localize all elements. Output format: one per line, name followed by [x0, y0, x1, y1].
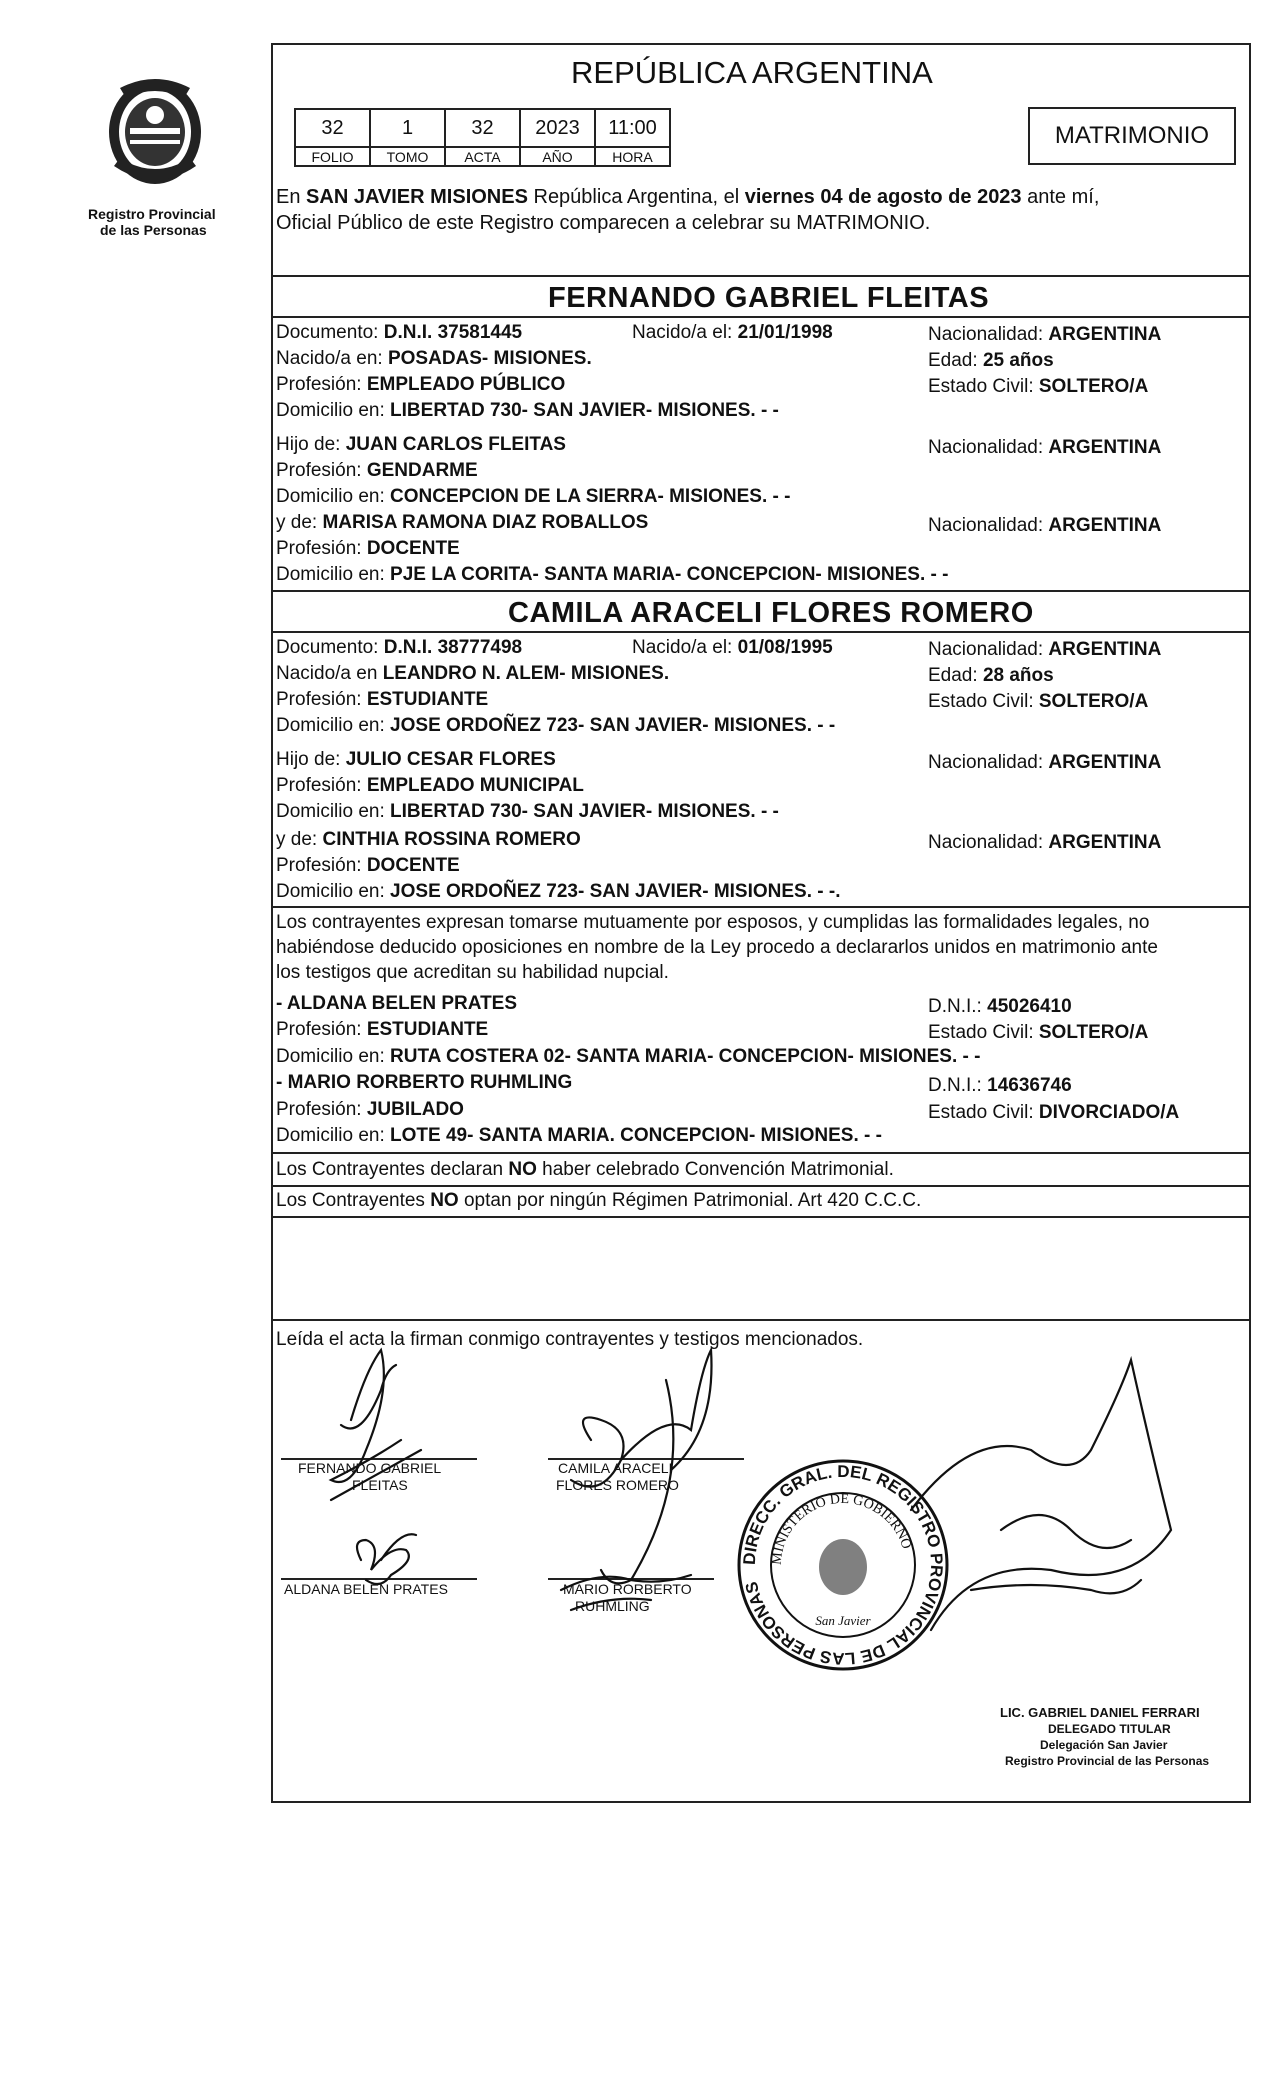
note-regime: Los Contrayentes NO optan por ningún Régimen Patrimonial. Art 420 C.C.C.: [276, 1190, 922, 1211]
witness1-profession: Profesión: ESTUDIANTE: [276, 1019, 489, 1040]
folio-label: FOLIO: [295, 147, 370, 166]
note-convention: Los Contrayentes declaran NO haber celebrado Convención Matrimonial.: [276, 1159, 894, 1180]
spouse1-document: Documento: D.N.I. 37581445: [276, 322, 523, 343]
witness2-address: Domicilio en: LOTE 49- SANTA MARIA. CONCEPCION- MISIONES. - -: [276, 1125, 882, 1146]
witness1-dni: D.N.I.: 45026410: [928, 996, 1072, 1017]
intro-line2: Oficial Público de este Registro comparecen a celebrar su MATRIMONIO.: [276, 212, 931, 234]
register-table: [294, 108, 671, 167]
hora-label: HORA: [595, 147, 670, 166]
spouse1-civil-status: Estado Civil: SOLTERO/A: [928, 376, 1149, 397]
spouse1-birthplace: Nacido/a en: POSADAS- MISIONES.: [276, 348, 592, 369]
signature-label-spouse1-line2: FLEITAS: [352, 1477, 408, 1493]
spouse2-document: Documento: D.N.I. 38777498: [276, 637, 523, 658]
officer-title: DELEGADO TITULAR: [1048, 1722, 1171, 1736]
declaration-line1: Los contrayentes expresan tomarse mutuamente por esposos, y cumplidas las formalidades legales, no: [276, 912, 1150, 933]
witness2-dni: D.N.I.: 14636746: [928, 1075, 1072, 1096]
officer-office: Delegación San Javier: [1040, 1738, 1168, 1752]
spouse2-mother-nationality: Nacionalidad: ARGENTINA: [928, 832, 1162, 853]
spouse1-mother-nationality: Nacionalidad: ARGENTINA: [928, 515, 1162, 536]
officer-registry: Registro Provincial de las Personas: [1005, 1754, 1210, 1768]
signature-label-witness2-line1: MARIO RORBERTO: [563, 1581, 692, 1597]
spouse1-mother-address: Domicilio en: PJE LA CORITA- SANTA MARIA- CONCEPCION- MISIONES. - -: [276, 564, 949, 585]
emblem-label-line1: Registro Provincial: [88, 206, 216, 222]
witness1-civil-status: Estado Civil: SOLTERO/A: [928, 1022, 1149, 1043]
spouse2-father-address: Domicilio en: LIBERTAD 730- SAN JAVIER- MISIONES. - -: [276, 801, 779, 822]
spouse2-name: CAMILA ARACELI FLORES ROMERO: [508, 597, 1034, 629]
witness1-name: - ALDANA BELEN PRATES: [276, 993, 518, 1014]
signature-label-spouse2-line2: FLORES ROMERO: [556, 1477, 679, 1493]
witness2-civil-status: Estado Civil: DIVORCIADO/A: [928, 1102, 1180, 1123]
act-type-box: MATRIMONIO: [1028, 107, 1236, 165]
spouse1-name: FERNANDO GABRIEL FLEITAS: [548, 282, 990, 314]
folio-value: 32: [295, 109, 370, 147]
ano-value: 2023: [520, 109, 595, 147]
officer-name: LIC. GABRIEL DANIEL FERRARI: [1000, 1705, 1200, 1720]
signature-label-witness1: ALDANA BELEN PRATES: [284, 1581, 448, 1597]
spouse2-mother-address: Domicilio en: JOSE ORDOÑEZ 723- SAN JAVIER- MISIONES. - -.: [276, 881, 841, 902]
acta-label: ACTA: [445, 147, 520, 166]
spouse1-born: Nacido/a el: 21/01/1998: [632, 322, 833, 343]
spouse1-father: Hijo de: JUAN CARLOS FLEITAS: [276, 434, 566, 455]
emblem-seal-icon: [100, 70, 210, 190]
spouse2-civil-status: Estado Civil: SOLTERO/A: [928, 691, 1149, 712]
spouse2-birthplace: Nacido/a en LEANDRO N. ALEM- MISIONES.: [276, 663, 670, 684]
spouse1-profession: Profesión: EMPLEADO PÚBLICO: [276, 374, 566, 395]
tomo-value: 1: [370, 109, 445, 147]
spouse1-mother-profession: Profesión: DOCENTE: [276, 538, 460, 559]
spouse1-nationality: Nacionalidad: ARGENTINA: [928, 324, 1162, 345]
declaration-line2: habiéndose deducido oposiciones en nombre de la Ley procedo a declararlos unidos en matrimonio ante: [276, 937, 1158, 958]
spouse2-mother-profession: Profesión: DOCENTE: [276, 855, 460, 876]
spouse2-nationality: Nacionalidad: ARGENTINA: [928, 639, 1162, 660]
witness2-profession: Profesión: JUBILADO: [276, 1099, 464, 1120]
witness1-address: Domicilio en: RUTA COSTERA 02- SANTA MARIA- CONCEPCION- MISIONES. - -: [276, 1046, 981, 1067]
spouse1-address: Domicilio en: LIBERTAD 730- SAN JAVIER- MISIONES. - -: [276, 400, 779, 421]
spouse1-father-nationality: Nacionalidad: ARGENTINA: [928, 437, 1162, 458]
signature-label-spouse2-line1: CAMILA ARACELI: [558, 1460, 673, 1476]
signature-label-spouse1-line1: FERNANDO GABRIEL: [298, 1460, 442, 1476]
closing-text: Leída el acta la firman conmigo contrayentes y testigos mencionados.: [276, 1329, 864, 1350]
ano-label: AÑO: [520, 147, 595, 166]
tomo-label: TOMO: [370, 147, 445, 166]
witness2-name: - MARIO RORBERTO RUHMLING: [276, 1072, 573, 1093]
intro-date: viernes 04 de agosto de 2023: [744, 186, 1022, 208]
intro-place: SAN JAVIER MISIONES: [306, 186, 528, 208]
spouse2-age: Edad: 28 años: [928, 665, 1054, 686]
acta-value: 32: [445, 109, 520, 147]
emblem-label-line2: de las Personas: [100, 222, 207, 238]
spouse2-address: Domicilio en: JOSE ORDOÑEZ 723- SAN JAVIER- MISIONES. - -: [276, 715, 836, 736]
country-title: REPÚBLICA ARGENTINA: [571, 55, 933, 90]
stamp-center-text: San Javier: [815, 1613, 871, 1628]
spouse2-born: Nacido/a el: 01/08/1995: [632, 637, 833, 658]
spouse1-father-profession: Profesión: GENDARME: [276, 460, 478, 481]
registry-stamp: [733, 1455, 953, 1675]
stamp-inner-text: MINISTERIO DE GOBIERNO: [769, 1491, 914, 1566]
declaration-line3: los testigos que acreditan su habilidad nupcial.: [276, 962, 669, 983]
spouse1-mother: y de: MARISA RAMONA DIAZ ROBALLOS: [276, 512, 649, 533]
signature-label-witness2-line2: RUHMLING: [575, 1598, 650, 1614]
provincial-emblem: [100, 70, 210, 190]
spouse1-father-address: Domicilio en: CONCEPCION DE LA SIERRA- MISIONES. - -: [276, 486, 791, 507]
spouse2-profession: Profesión: ESTUDIANTE: [276, 689, 489, 710]
stamp-ring-text: DIRECC. GRAL. DEL REGISTRO PROVINCIAL DE LAS PERSONAS: [739, 1461, 947, 1669]
spouse1-age: Edad: 25 años: [928, 350, 1054, 371]
intro-line1: En SAN JAVIER MISIONES República Argentina, el viernes 04 de agosto de 2023 ante mí,: [276, 186, 1100, 208]
spouse2-father-nationality: Nacionalidad: ARGENTINA: [928, 752, 1162, 773]
spouse2-father: Hijo de: JULIO CESAR FLORES: [276, 749, 556, 770]
spouse2-father-profession: Profesión: EMPLEADO MUNICIPAL: [276, 775, 584, 796]
spouse2-mother: y de: CINTHIA ROSSINA ROMERO: [276, 829, 581, 850]
hora-value: 11:00: [595, 109, 670, 147]
